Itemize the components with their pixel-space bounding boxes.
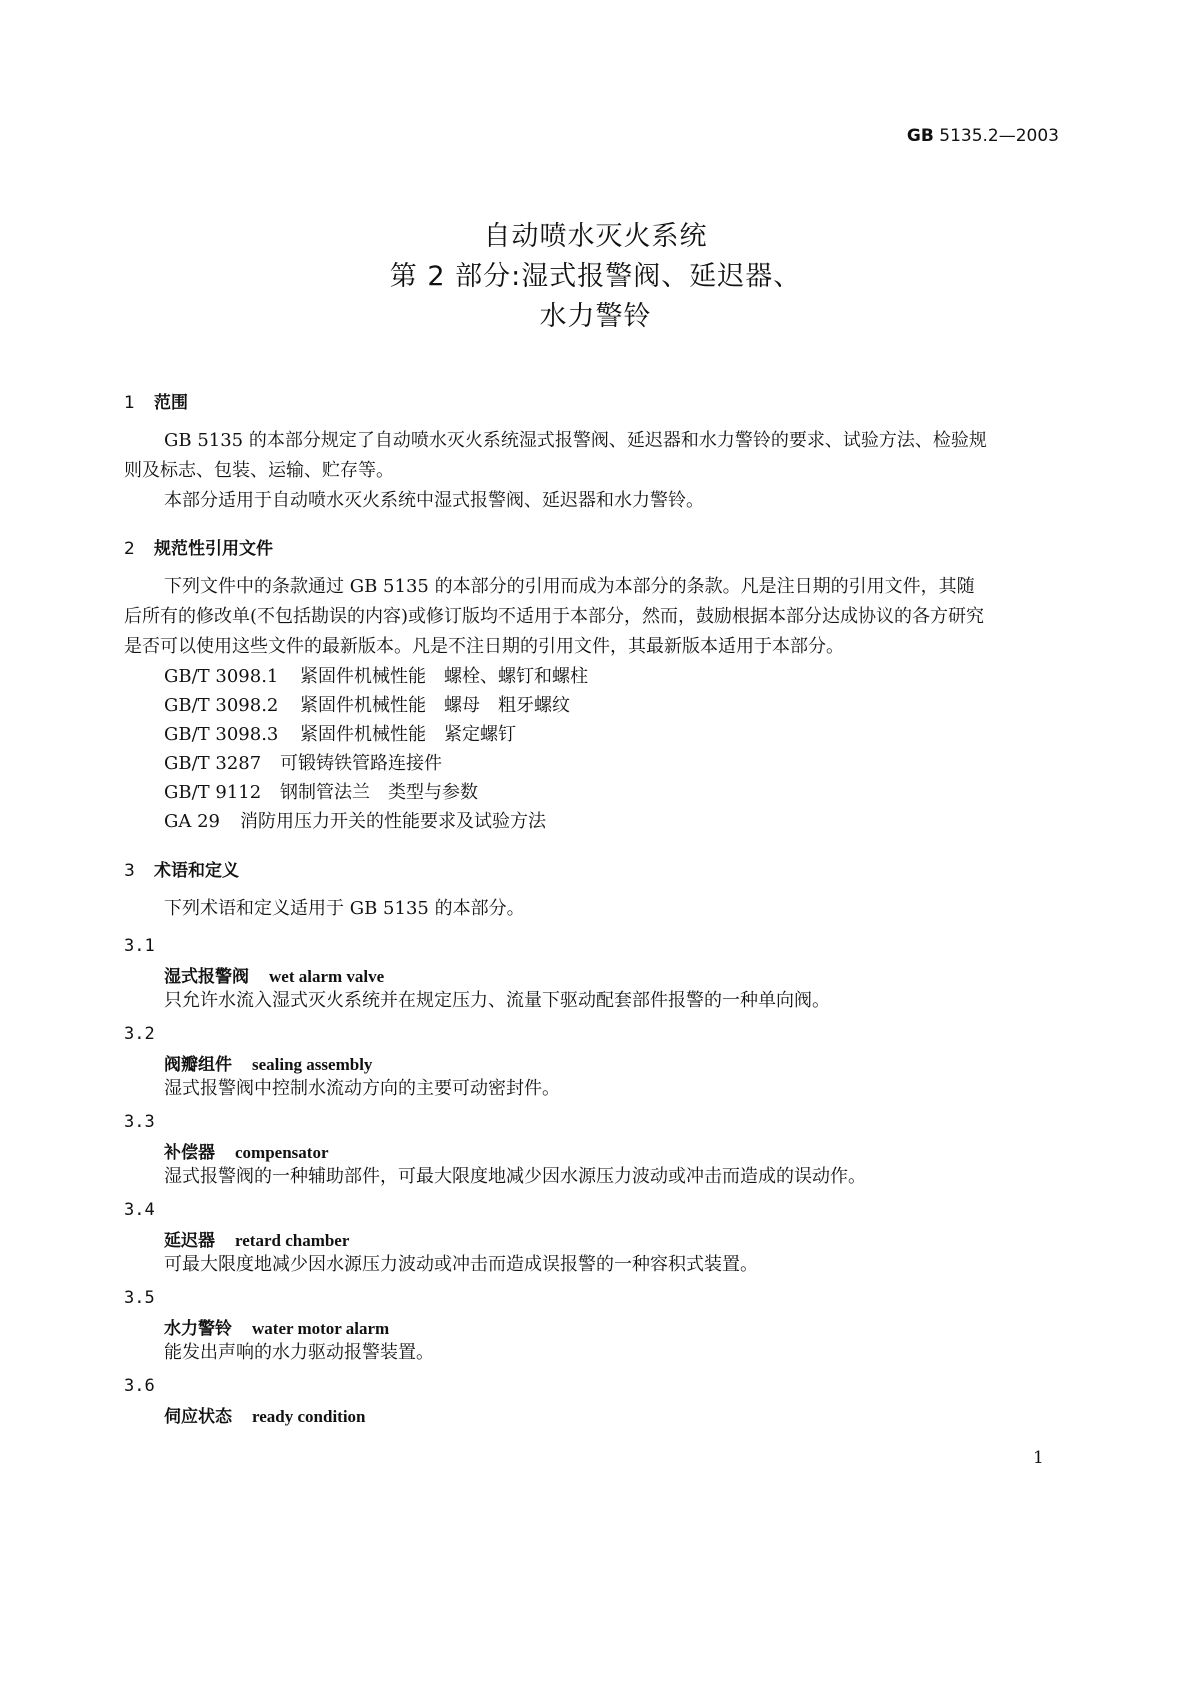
section-3-heading [124, 856, 239, 881]
page-number: 1 [1033, 1448, 1044, 1468]
reference-code: GB/T 3287 [164, 753, 262, 774]
reference-title: 可锻铸铁管路连接件 [280, 753, 442, 774]
section-1-heading [124, 388, 188, 413]
term-chinese: 伺应状态 [164, 1407, 232, 1427]
term-definition: 可最大限度地减少因水源压力波动或冲击而造成误报警的一种容积式装置。 [164, 1254, 758, 1275]
section-number: 2 [124, 539, 135, 559]
term-english: retard chamber [235, 1231, 350, 1250]
term-english: sealing assembly [252, 1055, 373, 1074]
reference-item [164, 720, 516, 750]
section-2-heading [124, 534, 273, 559]
title-line-2: 第 2 部分:湿式报警阀、延迟器、 [389, 261, 802, 292]
term-chinese: 补偿器 [164, 1143, 215, 1163]
section-title: 范围 [154, 393, 188, 413]
reference-code: GA 29 [164, 811, 221, 832]
reference-code: GB/T 9112 [164, 782, 262, 803]
term-number: 3.2 [124, 1024, 155, 1044]
term-number: 3.1 [124, 936, 155, 956]
term-english: wet alarm valve [269, 967, 385, 986]
term-number: 3.3 [124, 1112, 155, 1132]
term-number: 3.4 [124, 1200, 155, 1220]
term-name [164, 1050, 372, 1075]
reference-item [164, 807, 546, 837]
term-chinese: 水力警铃 [164, 1319, 232, 1339]
title-line-1: 自动喷水灭火系统 [483, 221, 708, 252]
reference-title: 钢制管法兰 类型与参数 [280, 782, 478, 803]
reference-item [164, 691, 570, 721]
term-name [164, 1138, 328, 1163]
section-title: 术语和定义 [154, 861, 239, 881]
reference-item [164, 662, 588, 692]
reference-title: 紧固件机械性能 螺母 粗牙螺纹 [300, 695, 570, 716]
standard-number: 5135.2—2003 [939, 126, 1059, 146]
reference-code: GB/T 3098.3 [164, 724, 279, 745]
term-english: water motor alarm [252, 1319, 390, 1338]
section-number: 1 [124, 393, 135, 413]
standard-prefix: GB [906, 126, 934, 146]
term-name [164, 1402, 366, 1427]
section-3-intro: 下列术语和定义适用于 GB 5135 的本部分。 [164, 898, 525, 919]
term-english: ready condition [252, 1407, 366, 1426]
reference-title: 消防用压力开关的性能要求及试验方法 [240, 811, 546, 832]
reference-code: GB/T 3098.2 [164, 695, 279, 716]
section-1-paragraph-2: 本部分适用于自动喷水灭火系统中湿式报警阀、延迟器和水力警铃。 [164, 490, 704, 511]
term-number: 3.6 [124, 1376, 155, 1396]
term-chinese: 延迟器 [164, 1231, 215, 1251]
term-english: compensator [235, 1143, 329, 1162]
term-number: 3.5 [124, 1288, 155, 1308]
reference-code: GB/T 3098.1 [164, 666, 279, 687]
term-definition: 湿式报警阀的一种辅助部件，可最大限度地减少因水源压力波动或冲击而造成的误动作。 [164, 1166, 866, 1187]
reference-item [164, 749, 442, 779]
standard-code [907, 126, 1059, 146]
term-name [164, 1226, 349, 1251]
title-line-3: 水力警铃 [539, 301, 652, 332]
term-chinese: 湿式报警阀 [164, 967, 249, 987]
term-name [164, 1314, 389, 1339]
reference-title: 紧固件机械性能 紧定螺钉 [300, 724, 516, 745]
term-definition: 能发出声响的水力驱动报警装置。 [164, 1342, 434, 1363]
reference-item [164, 778, 478, 808]
term-chinese: 阀瓣组件 [164, 1055, 232, 1075]
reference-title: 紧固件机械性能 螺栓、螺钉和螺柱 [300, 666, 588, 687]
term-definition: 湿式报警阀中控制水流动方向的主要可动密封件。 [164, 1078, 560, 1099]
section-1-paragraph-1: GB 5135 的本部分规定了自动喷水灭火系统湿式报警阀、延迟器和水力警铃的要求、试验方法、检验规则及标志、包装、运输、贮存等。 [124, 430, 987, 481]
section-2-paragraph-1: 下列文件中的条款通过 GB 5135 的本部分的引用而成为本部分的条款。凡是注日期的引用文件，其随后所有的修改单(不包括勘误的内容)或修订版均不适用于本部分，然而，鼓励根据本部分达成协议的各方研究是否可以使用这些文件的最新版本。凡是不注日期的引用文件，其最新版本适用于本部分。 [124, 576, 985, 657]
term-name [164, 962, 384, 987]
section-number: 3 [124, 861, 135, 881]
term-definition: 只允许水流入湿式灭火系统并在规定压力、流量下驱动配套部件报警的一种单向阀。 [164, 990, 830, 1011]
section-title: 规范性引用文件 [154, 539, 273, 559]
